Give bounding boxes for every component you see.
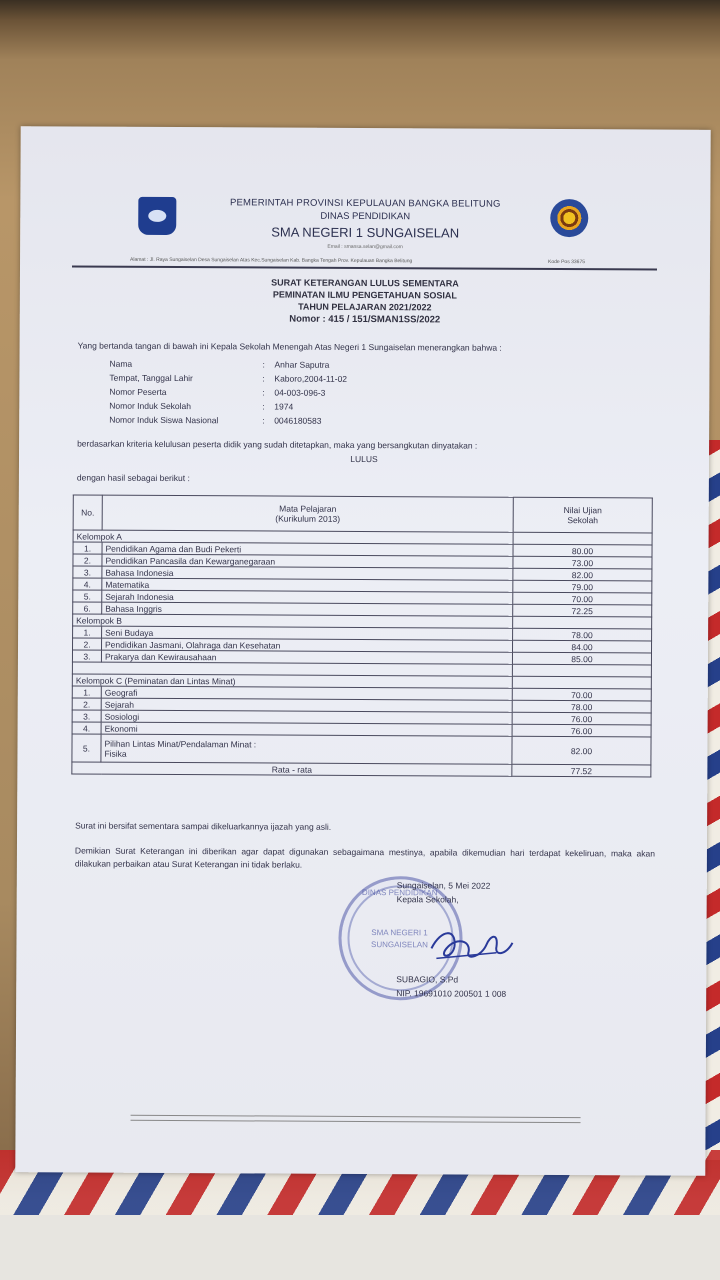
table-row: 3. Bahasa Indonesia 82.00 bbox=[73, 566, 652, 581]
student-label: Tempat, Tanggal Lahir bbox=[109, 372, 193, 384]
student-value: 1974 bbox=[274, 401, 294, 412]
certificate-paper bbox=[15, 126, 710, 1176]
doc-year: TAHUN PELAJARAN 2021/2022 bbox=[298, 301, 432, 313]
doc-title: SURAT KETERANGAN LULUS SEMENTARA bbox=[271, 277, 459, 289]
table-row: 1. Seni Budaya 78.00 bbox=[73, 626, 652, 641]
stamp-center-text: SMA NEGERI 1 bbox=[371, 928, 428, 938]
student-value: Anhar Saputra bbox=[274, 359, 330, 370]
col-score: Nilai Ujian Sekolah bbox=[513, 497, 652, 533]
graduation-status: LULUS bbox=[350, 453, 378, 465]
table-row: 3. Prakarya dan Kewirausahaan 85.00 bbox=[72, 650, 651, 665]
doc-program: PEMINATAN ILMU PENGETAHUAN SOSIAL bbox=[272, 289, 457, 301]
table-row: 5. Sejarah Indonesia 70.00 bbox=[73, 590, 652, 605]
results-intro: dengan hasil sebagai berikut : bbox=[76, 472, 190, 484]
handwritten-signature bbox=[426, 918, 516, 966]
signature-nip: NIP. 19691010 200501 1 008 bbox=[396, 988, 507, 999]
col-subject: Mata Pelajaran (Kurikulum 2013) bbox=[102, 495, 513, 532]
header-address: Alamat : Jl. Raya Sungaiselan Desa Sungaiselan Atas Kec.Sungaiselan Kab. Bangka Tengah Prov. Kepulauan Bangka Belitung bbox=[130, 256, 413, 265]
field-colon: : bbox=[262, 359, 265, 370]
header-government: PEMERINTAH PROVINSI KEPULAUAN BANGKA BELITUNG bbox=[229, 197, 501, 210]
header-school: SMA NEGERI 1 SUNGAISELAN bbox=[271, 224, 460, 241]
student-label: Nama bbox=[109, 358, 133, 369]
note-text: Surat ini bersifat sementara sampai dikeluarkannya ijazah yang asli. bbox=[75, 820, 332, 832]
student-label: Nomor Peserta bbox=[109, 386, 167, 397]
header-divider bbox=[72, 265, 657, 270]
group-label: Kelompok B bbox=[73, 614, 513, 628]
table-row: 3. Sosiologi 76.00 bbox=[72, 710, 651, 725]
student-value: Kaboro,2004-11-02 bbox=[274, 373, 348, 384]
header-postal: Kode Pos 33675 bbox=[548, 258, 586, 266]
student-value: 0046180583 bbox=[274, 415, 322, 426]
signature-name: SUBAGIO, S.Pd bbox=[396, 974, 459, 985]
table-row: 6. Bahasa Inggris 72.25 bbox=[73, 602, 652, 617]
group-label: Kelompok C (Peminatan dan Lintas Minat) bbox=[72, 674, 512, 688]
group-label: Kelompok A bbox=[73, 530, 513, 544]
header-department: DINAS PENDIDIKAN bbox=[320, 210, 411, 223]
stamp-ring-text: DINAS PENDIDIKAN bbox=[361, 887, 438, 898]
table-row: 2. Sejarah 78.00 bbox=[72, 698, 651, 713]
student-label: Nomor Induk Siswa Nasional bbox=[109, 414, 219, 426]
table-row: 1. Pendidikan Agama dan Budi Pekerti 80.00 bbox=[73, 542, 652, 557]
table-row: 5. Pilihan Lintas Minat/Pendalaman Minat : Fisika 82.00 bbox=[72, 734, 651, 765]
table-row: 1. Geografi 70.00 bbox=[72, 686, 651, 701]
floor bbox=[0, 1215, 720, 1280]
col-no: No. bbox=[73, 495, 102, 530]
closing-text: Demikian Surat Keterangan ini diberikan agar dapat digunakan sebagaimana mestinya, apabila dikemudian hari terdapat kekeliruan, maka akan dilakukan perbaikan atau Surat Keterangan ini tidak berlaku. bbox=[74, 845, 655, 870]
doc-number: Nomor : 415 / 151/SMAN1SS/2022 bbox=[289, 313, 441, 326]
grades-table bbox=[71, 494, 652, 777]
field-colon: : bbox=[262, 373, 265, 384]
header-email: Email : smansa.selan@gmail.com bbox=[327, 243, 403, 251]
field-colon: : bbox=[262, 387, 265, 398]
table-row: 4. Ekonomi 76.00 bbox=[72, 722, 651, 737]
average-row: Rata - rata 77.52 bbox=[72, 762, 651, 777]
student-value: 04-003-096-3 bbox=[274, 387, 326, 398]
table-header-row bbox=[73, 495, 652, 533]
field-colon: : bbox=[262, 415, 265, 426]
signature-role: Kepala Sekolah, bbox=[396, 894, 459, 905]
table-row: 2. Pendidikan Jasmani, Olahraga dan Kesehatan 84.00 bbox=[73, 638, 652, 653]
field-colon: : bbox=[262, 401, 265, 412]
signature-place-date: Sungaiselan, 5 Mei 2022 bbox=[396, 880, 491, 891]
table-row: 2. Pendidikan Pancasila dan Kewarganegaraan 73.00 bbox=[73, 554, 652, 569]
table-row: 4. Matematika 79.00 bbox=[73, 578, 652, 593]
stamp-center-text: SUNGAISELAN bbox=[370, 940, 428, 950]
footer-divider bbox=[131, 1115, 581, 1123]
criteria-text: berdasarkan kriteria kelulusan peserta didik yang sudah ditetapkan, maka yang bersangkutan dinyatakan : bbox=[77, 438, 478, 451]
intro-text: Yang bertanda tangan di bawah ini Kepala Sekolah Menengah Atas Negeri 1 Sungaiselan menerangkan bahwa : bbox=[77, 340, 502, 353]
student-label: Nomor Induk Sekolah bbox=[109, 400, 192, 412]
